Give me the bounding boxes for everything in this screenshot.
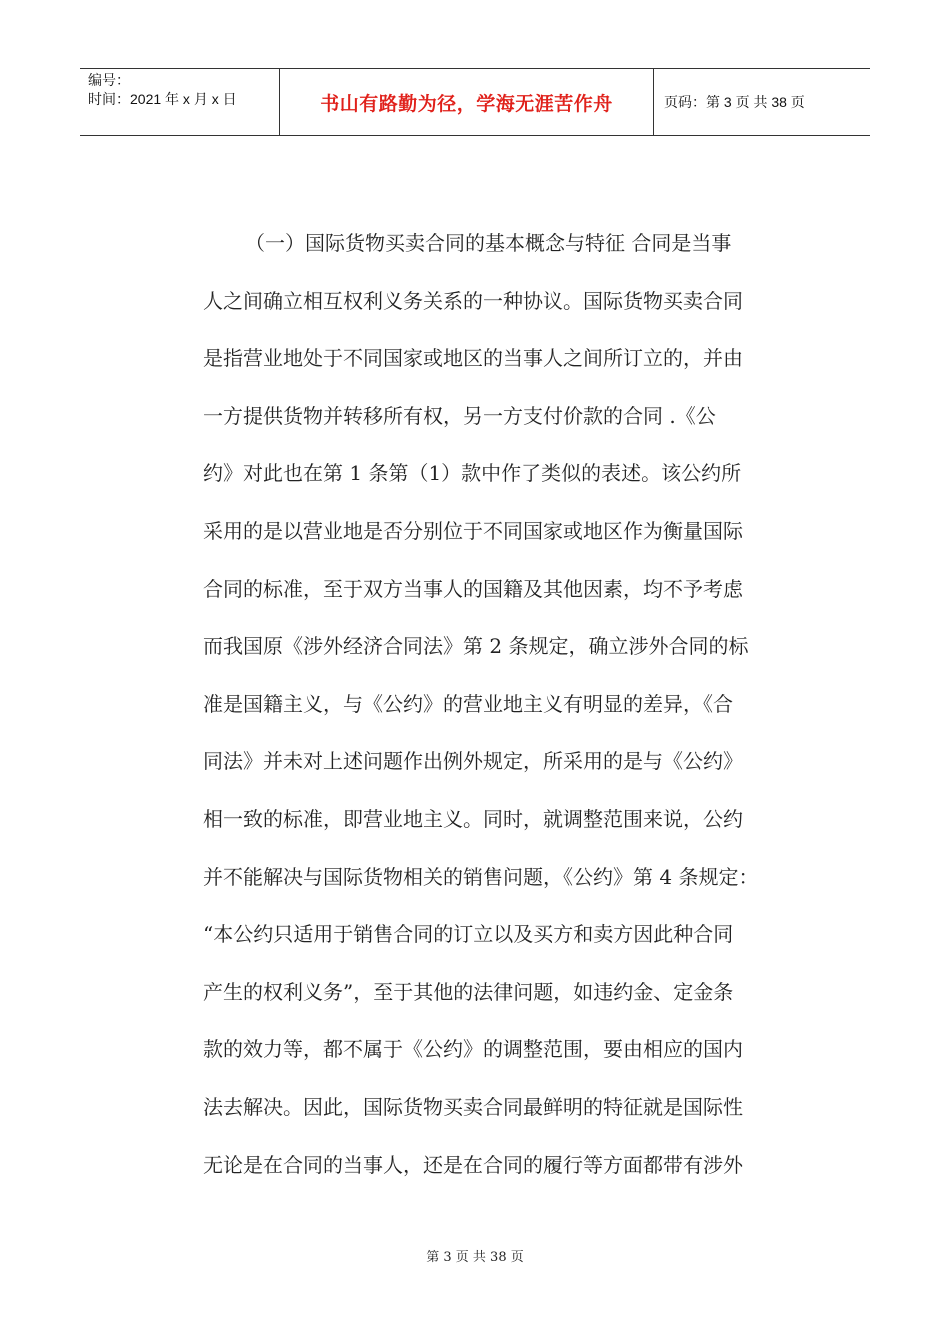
body-line: 而我国原《涉外经济合同法》第 2 条规定，确立涉外合同的标 — [203, 634, 749, 659]
document-date: 时间：2021 年 x 月 x 日 — [88, 91, 237, 107]
page-header — [80, 68, 870, 136]
page-footer: 第 3 页 共 38 页 — [426, 1250, 524, 1265]
body-text — [203, 222, 815, 1201]
body-line: 同法》并未对上述问题作出例外规定，所采用的是与《公约》 — [203, 749, 743, 774]
body-line: 一方提供货物并转移所有权，另一方支付价款的合同 .《公 — [203, 403, 716, 428]
body-line: 并不能解决与国际货物相关的销售问题，《公约》第 4 条规定： — [203, 864, 759, 889]
body-line: （一）国际货物买卖合同的基本概念与特征 合同是当事 — [245, 231, 732, 255]
body-line: “本公约只适用于销售合同的订立以及买方和卖方因此种合同 — [203, 922, 734, 947]
header-page-info: 页码：第 3 页 共 38 页 — [664, 94, 805, 110]
header-meta — [80, 69, 280, 135]
body-line: 约》对此也在第 1 条第（1）款中作了类似的表述。该公约所 — [203, 461, 742, 486]
body-line: 相一致的标准，即营业地主义。同时，就调整范围来说，公约 — [203, 806, 743, 831]
body-line: 准是国籍主义，与《公约》的营业地主义有明显的差异，《合 — [203, 691, 733, 716]
body-line: 无论是在合同的当事人，还是在合同的履行等方面都带有涉外 — [203, 1152, 743, 1177]
body-line: 款的效力等，都不属于《公约》的调整范围，要由相应的国内 — [203, 1037, 743, 1062]
body-line: 人之间确立相互权利义务关系的一种协议。国际货物买卖合同 — [203, 288, 743, 313]
body-line: 采用的是以营业地是否分别位于不同国家或地区作为衡量国际 — [203, 518, 743, 543]
body-line: 合同的标准，至于双方当事人的国籍及其他因素，均不予考虑 — [203, 576, 743, 601]
body-line: 产生的权利义务”，至于其他的法律问题，如违约金、定金条 — [203, 979, 734, 1004]
body-line: 是指营业地处于不同国家或地区的当事人之间所订立的，并由 — [203, 346, 743, 371]
document-number-label: 编号： — [88, 72, 130, 88]
body-line: 法去解决。因此，国际货物买卖合同最鲜明的特征就是国际性 — [203, 1094, 743, 1119]
header-motto: 书山有路勤为径，学海无涯苦作舟 — [280, 69, 654, 135]
